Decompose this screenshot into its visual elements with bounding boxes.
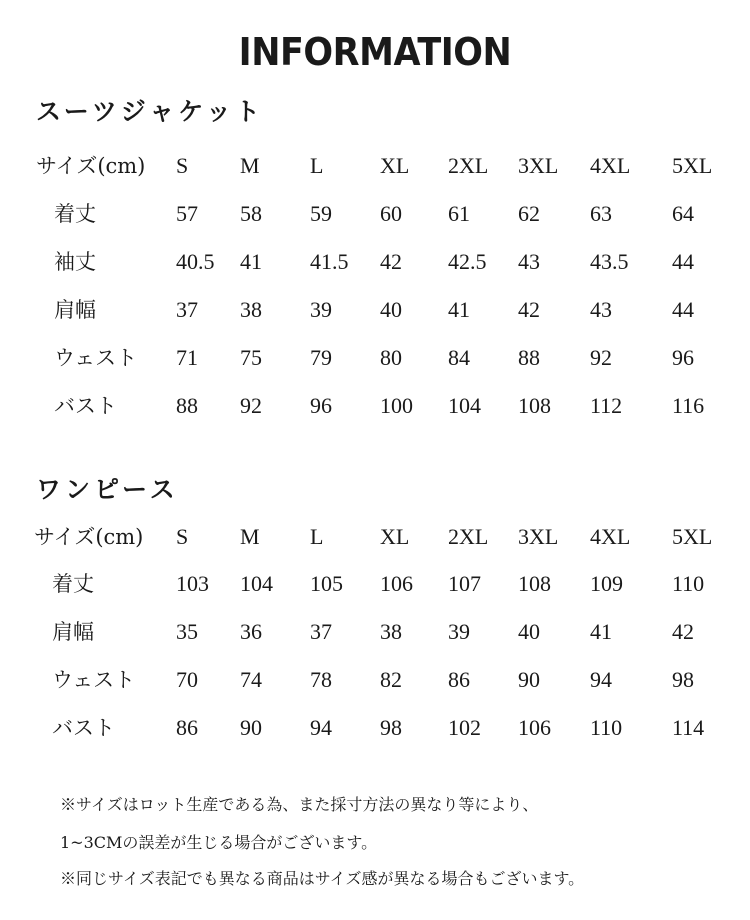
measurement-label: 肩幅 (54, 298, 96, 322)
measurement-value: 44 (672, 297, 694, 322)
measurement-value: 42.5 (448, 249, 487, 274)
measurement-label: 着丈 (52, 572, 94, 596)
size-column-header: L (310, 524, 324, 549)
measurement-value: 110 (672, 571, 705, 596)
size-column-header: S (176, 524, 189, 549)
measurement-value: 70 (176, 667, 198, 692)
section-heading-jacket: スーツジャケット (36, 97, 265, 126)
size-column-header: XL (380, 153, 410, 178)
measurement-value: 57 (176, 201, 198, 226)
measurement-value: 64 (672, 201, 694, 226)
measurement-value: 94 (310, 715, 332, 740)
measurement-value: 98 (380, 715, 402, 740)
measurement-value: 104 (240, 571, 273, 596)
measurement-value: 71 (176, 345, 198, 370)
measurement-value: 107 (448, 571, 481, 596)
measurement-value: 96 (672, 345, 694, 370)
note-line: 1~3CMの誤差が生じる場合がございます。 (60, 833, 378, 852)
measurement-label: ウェスト (52, 668, 136, 692)
measurement-value: 82 (380, 667, 402, 692)
measurement-value: 44 (672, 249, 694, 274)
size-column-header: 4XL (590, 153, 631, 178)
measurement-value: 88 (518, 345, 540, 370)
measurement-value: 108 (518, 571, 551, 596)
measurement-value: 90 (240, 715, 262, 740)
measurement-label: 着丈 (54, 202, 96, 226)
measurement-value: 42 (518, 297, 540, 322)
measurement-value: 112 (590, 393, 623, 418)
size-column-header: 2XL (448, 153, 489, 178)
size-column-header: S (176, 153, 189, 178)
size-label-header: サイズ(cm) (34, 525, 144, 549)
size-column-header: 2XL (448, 524, 489, 549)
measurement-value: 58 (240, 201, 262, 226)
measurement-value: 41 (240, 249, 262, 274)
size-column-header: M (240, 153, 260, 178)
measurement-value: 79 (310, 345, 332, 370)
measurement-value: 37 (176, 297, 198, 322)
measurement-value: 36 (240, 619, 262, 644)
measurement-value: 106 (518, 715, 551, 740)
measurement-value: 114 (672, 715, 705, 740)
measurement-value: 105 (310, 571, 343, 596)
note-line: ※サイズはロット生産である為、また採寸方法の異なり等により、 (60, 795, 539, 814)
measurement-value: 94 (590, 667, 612, 692)
size-column-header: XL (380, 524, 410, 549)
measurement-value: 38 (380, 619, 402, 644)
page-title: INFORMATION (238, 30, 512, 74)
measurement-value: 84 (448, 345, 470, 370)
size-column-header: 3XL (518, 153, 559, 178)
measurement-value: 41 (590, 619, 612, 644)
measurement-label: 袖丈 (54, 250, 96, 274)
measurement-value: 40 (518, 619, 540, 644)
measurement-value: 59 (310, 201, 332, 226)
measurement-value: 62 (518, 201, 540, 226)
measurement-value: 38 (240, 297, 262, 322)
measurement-value: 39 (310, 297, 332, 322)
measurement-value: 41 (448, 297, 470, 322)
measurement-value: 39 (448, 619, 470, 644)
size-column-header: 3XL (518, 524, 559, 549)
note-line: ※同じサイズ表記でも異なる商品はサイズ感が異なる場合もございます。 (60, 869, 585, 888)
measurement-value: 43.5 (590, 249, 629, 274)
measurement-value: 103 (176, 571, 209, 596)
measurement-value: 40.5 (176, 249, 215, 274)
measurement-value: 74 (240, 667, 262, 692)
measurement-value: 41.5 (310, 249, 349, 274)
size-label-header: サイズ(cm) (36, 154, 146, 178)
size-column-header: L (310, 153, 324, 178)
measurement-value: 92 (590, 345, 612, 370)
measurement-value: 109 (590, 571, 623, 596)
measurement-value: 86 (448, 667, 470, 692)
measurement-value: 116 (672, 393, 705, 418)
measurement-value: 96 (310, 393, 332, 418)
measurement-value: 37 (310, 619, 332, 644)
measurement-label: 肩幅 (52, 620, 94, 644)
measurement-value: 42 (672, 619, 694, 644)
measurement-value: 102 (448, 715, 481, 740)
measurement-value: 43 (590, 297, 612, 322)
measurement-value: 42 (380, 249, 402, 274)
measurement-value: 78 (310, 667, 332, 692)
size-column-header: 4XL (590, 524, 631, 549)
measurement-value: 35 (176, 619, 198, 644)
measurement-value: 110 (590, 715, 623, 740)
measurement-label: バスト (54, 394, 117, 418)
measurement-value: 75 (240, 345, 262, 370)
measurement-value: 43 (518, 249, 540, 274)
measurement-value: 40 (380, 297, 402, 322)
size-column-header: M (240, 524, 260, 549)
size-column-header: 5XL (672, 153, 713, 178)
measurement-value: 108 (518, 393, 551, 418)
measurement-label: ウェスト (54, 346, 138, 370)
measurement-value: 80 (380, 345, 402, 370)
size-column-header: 5XL (672, 524, 713, 549)
section-heading-onepiece: ワンピース (36, 475, 179, 504)
measurement-value: 60 (380, 201, 402, 226)
measurement-value: 63 (590, 201, 612, 226)
measurement-value: 106 (380, 571, 413, 596)
measurement-value: 88 (176, 393, 198, 418)
measurement-value: 61 (448, 201, 470, 226)
measurement-value: 98 (672, 667, 694, 692)
measurement-value: 86 (176, 715, 198, 740)
measurement-value: 90 (518, 667, 540, 692)
measurement-value: 100 (380, 393, 413, 418)
measurement-label: バスト (52, 716, 115, 740)
measurement-value: 92 (240, 393, 262, 418)
measurement-value: 104 (448, 393, 481, 418)
